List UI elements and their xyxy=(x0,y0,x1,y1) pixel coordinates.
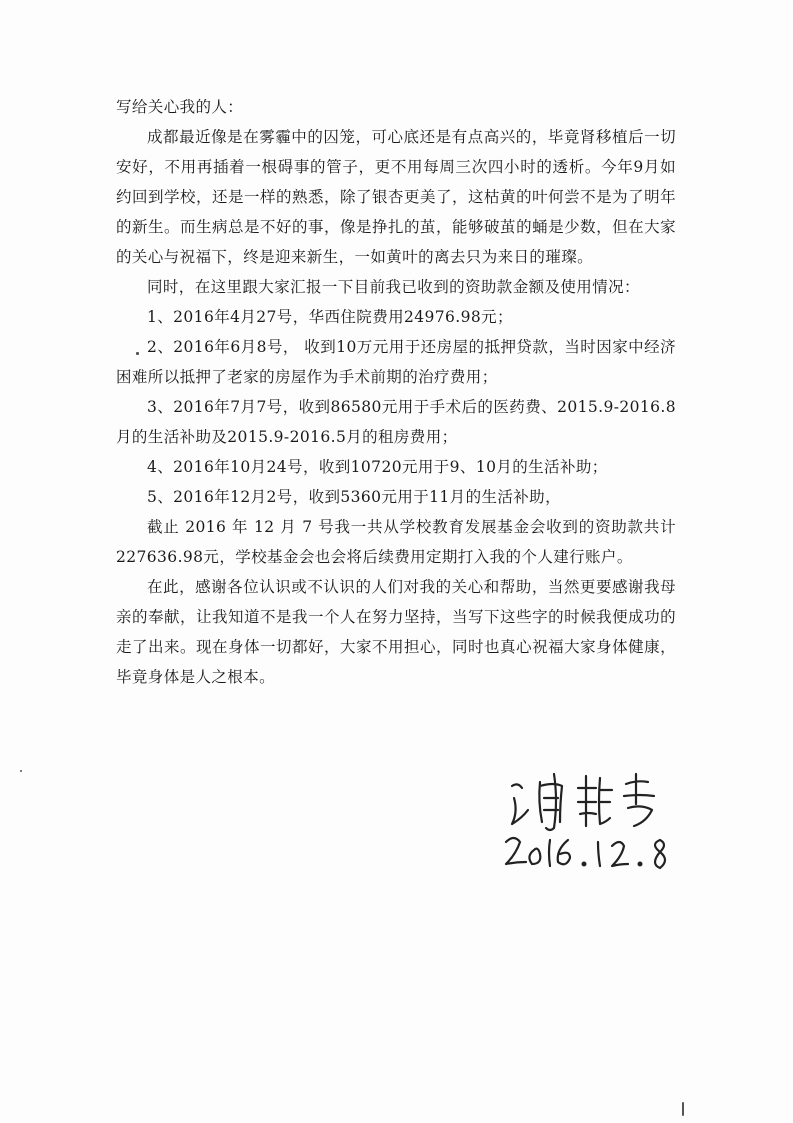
letter-greeting: 写给关心我的人： xyxy=(116,98,244,116)
funding-item-3: 3、2016年7月7号，收到86580元用于手术后的医药费、2015.9-2016.8月的生活补助及2015.9-2016.5月的租房费用； xyxy=(116,398,676,446)
funding-item-5: 5、2016年12月2号，收到5360元用于11月的生活补助， xyxy=(147,488,561,506)
letter-body xyxy=(116,92,676,692)
funding-item-1: 1、2016年4月27号，华西住院费用24976.98元； xyxy=(147,308,513,326)
scan-mark xyxy=(136,352,139,355)
signature-drawing xyxy=(500,768,700,878)
funding-item-4: 4、2016年10月24号，收到10720元用于9、10月的生活补助； xyxy=(147,458,608,476)
scan-mark xyxy=(682,1102,684,1116)
paragraph-intro: 成都最近像是在雾霾中的囚笼，可心底还是有点高兴的，毕竟肾移植后一切安好，不用再插着一根碍事的管子，更不用每周三次四小时的透析。今年9月如约回到学校，还是一样的熟悉，除了银杏更美了，这枯黄的叶何尝不是为了明年的新生。而生病总是不好的事，像是挣扎的茧，能够破茧的蛹是少数，但在大家的关心与祝福下，终是迎来新生，一如黄叶的离去只为来日的璀璨。 xyxy=(116,128,676,266)
scan-mark xyxy=(20,770,22,772)
paragraph-thanks: 在此，感谢各位认识或不认识的人们对我的关心和帮助，当然更要感谢我母亲的奉献，让我知道不是我一个人在努力坚持，当写下这些字的时候我便成功的走了出来。现在身体一切都好，大家不用担心，同时也真心祝福大家身体健康，毕竟身体是人之根本。 xyxy=(116,578,676,686)
paragraph-total: 截止 2016 年 12 月 7 号我一共从学校教育发展基金会收到的资助款共计227636.98元，学校基金会也会将后续费用定期打入我的个人建行账户。 xyxy=(116,518,676,566)
funding-item-2: 2、2016年6月8号， 收到10万元用于还房屋的抵押贷款，当时因家中经济困难所以抵押了老家的房屋作为手术前期的治疗费用； xyxy=(116,338,676,386)
paragraph-report-intro: 同时，在这里跟大家汇报一下目前我已收到的资助款金额及使用情况： xyxy=(147,278,640,296)
handwritten-signature xyxy=(500,768,700,878)
